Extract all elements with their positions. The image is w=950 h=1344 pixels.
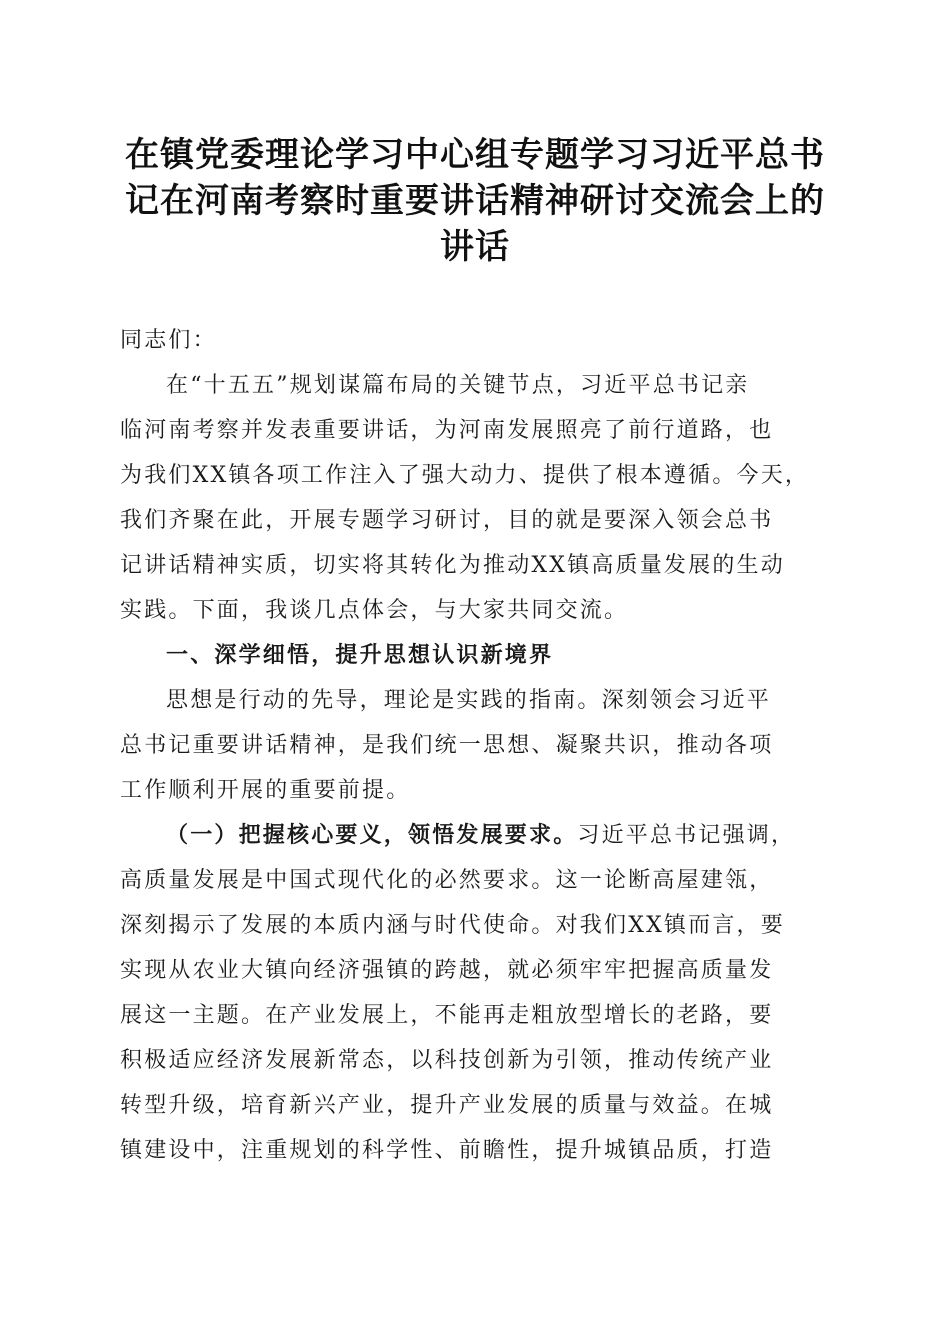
- section-heading: 一、深学细悟，提升思想认识新境界: [166, 643, 554, 668]
- paragraph-line: 展这一主题。在产业发展上，不能再走粗放型增长的老路，要: [120, 1003, 774, 1028]
- paragraph-line: 高质量发展是中国式现代化的必然要求。这一论断高屋建瓴，: [120, 868, 774, 893]
- paragraph-line: 工作顺利开展的重要前提。: [120, 778, 411, 803]
- salutation: 同志们：: [120, 328, 217, 353]
- document-body: [120, 318, 840, 1173]
- paragraph-line: 在“十五五”规划谋篇布局的关键节点，习近平总书记亲: [166, 373, 750, 398]
- document-title: [110, 132, 840, 270]
- paragraph-line: 实践。下面，我谈几点体会，与大家共同交流。: [120, 598, 629, 623]
- subsection-line: [120, 813, 840, 858]
- paragraph-line: 深刻揭示了发展的本质内涵与时代使命。对我们XX镇而言，要: [120, 913, 785, 938]
- paragraph-line: 积极适应经济发展新常态，以科技创新为引领，推动传统产业: [120, 1048, 774, 1073]
- paragraph-line: 我们齐聚在此，开展专题学习研讨，目的就是要深入领会总书: [120, 508, 774, 533]
- paragraph-line: 镇建设中，注重规划的科学性、前瞻性，提升城镇品质，打造: [120, 1138, 774, 1163]
- paragraph-line: 记讲话精神实质，切实将其转化为推动XX镇高质量发展的生动: [120, 553, 785, 578]
- paragraph-line: 思想是行动的先导，理论是实践的指南。深刻领会习近平: [166, 688, 772, 713]
- title-line-1: 在镇党委理论学习中心组专题学习习近平总书: [125, 135, 825, 175]
- paragraph-line: 临河南考察并发表重要讲话，为河南发展照亮了前行道路，也: [120, 418, 774, 443]
- title-line-3: 讲话: [440, 227, 510, 267]
- paragraph-line: 转型升级，培育新兴产业，提升产业发展的质量与效益。在城: [120, 1093, 774, 1118]
- paragraph-line: 为我们XX镇各项工作注入了强大动力、提供了根本遵循。今天，: [120, 463, 810, 488]
- subsection-text: 习近平总书记强调，: [577, 823, 796, 848]
- paragraph-line: 总书记重要讲话精神，是我们统一思想、凝聚共识，推动各项: [120, 733, 774, 758]
- paragraph-line: 实现从农业大镇向经济强镇的跨越，就必须牢牢把握高质量发: [120, 958, 774, 983]
- title-line-2: 记在河南考察时重要讲话精神研讨交流会上的: [125, 181, 825, 221]
- subsection-heading: （一）把握核心要义，领悟发展要求。: [166, 823, 578, 848]
